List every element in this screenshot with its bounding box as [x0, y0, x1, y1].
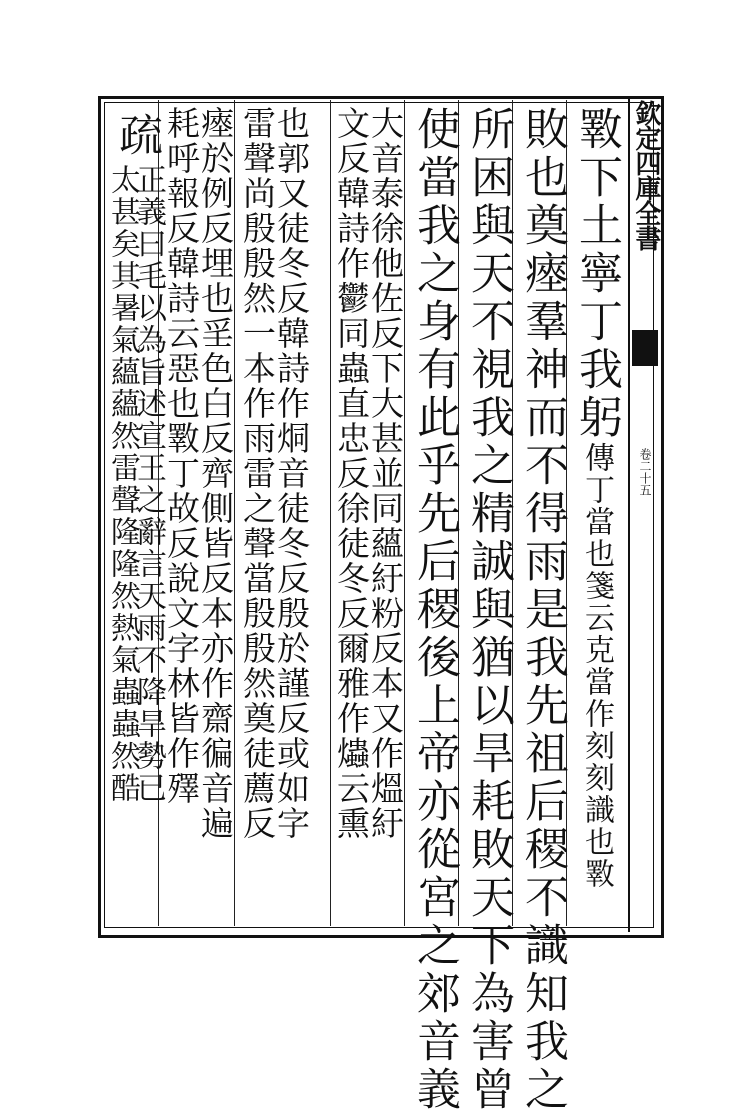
section-marker: 疏	[111, 112, 162, 160]
commentary-text: 文反韓詩作鬱同蟲直忠反徐徒冬反爾雅作爞云熏	[332, 106, 371, 841]
text-column-8	[238, 106, 277, 841]
commentary-text: 也郭又徒冬反韓詩作烔音徒冬反殷於謹反或如字	[272, 106, 311, 841]
text-column-4	[410, 106, 458, 1114]
commentary-text: 瘞於例反埋也㸒色白反齊側皆反本亦作齋徧音遍	[196, 106, 235, 841]
text-column-11-marker	[112, 112, 160, 160]
text-column-3	[464, 106, 512, 1114]
commentary-text: 傳丁當也箋云克當作刻刻識也斁	[579, 442, 614, 890]
text-column-10	[162, 106, 201, 806]
text-column-2	[518, 106, 566, 1114]
text-column-1	[572, 106, 620, 890]
text-column-12	[106, 164, 138, 804]
commentary-text: 雷聲尚殷殷然一本作雨雷之聲當殷殷然奠徒薦反	[238, 106, 277, 841]
main-text: 所困與天不視我之精誠與猶以旱耗敗天下為害曾	[463, 106, 514, 1114]
text-column-5	[366, 106, 405, 841]
main-text: 敗也奠瘞羣神而不得雨是我先祖后稷不識知我之	[517, 106, 568, 1114]
volume-number: 卷二十五	[638, 448, 652, 496]
commentary-text: 大音泰徐他佐反下大甚並同蘊紆粉反本又作熅紆	[366, 106, 405, 841]
main-text: 斁下土寧丁我躬	[571, 106, 622, 442]
text-column-7	[272, 106, 311, 841]
commentary-text: 太甚矣其暑氣蘊蘊然雷聲隆隆然熱氣蟲蟲然酷	[105, 164, 140, 804]
text-column-9	[196, 106, 235, 841]
margin-band-divider	[628, 96, 630, 932]
main-text: 使當我之身有此乎先后稷後上帝亦從宮之郊音義	[409, 106, 460, 1114]
commentary-text: 正義曰毛以為旨述宣王之辭言天雨不降旱勢已	[131, 164, 166, 804]
book-title: 欽定四庫全書	[631, 100, 661, 250]
column-rule	[330, 100, 331, 926]
fish-tail-mark	[632, 330, 658, 366]
commentary-text: 耗呼報反韓詩云惡也斁丁故反說文字林皆作殬	[162, 106, 201, 806]
text-column-6	[332, 106, 371, 841]
